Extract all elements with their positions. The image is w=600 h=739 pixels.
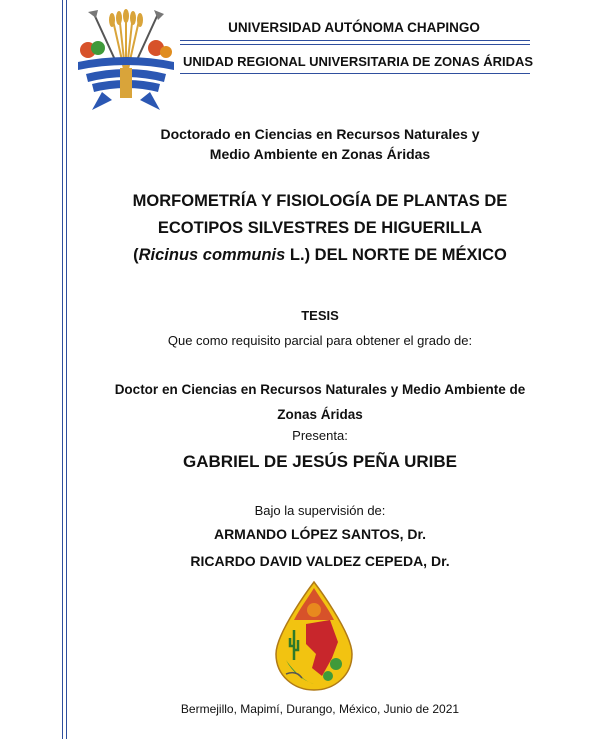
supervisor-2: RICARDO DAVID VALDEZ CEPEDA, Dr.: [190, 553, 450, 569]
title-paren-open: (: [133, 246, 139, 264]
title-line-3-rest: L.) DEL NORTE DE MÉXICO: [285, 246, 507, 264]
header-rule-bottom: [180, 73, 530, 74]
title-line-2: ECOTIPOS SILVESTRES DE HIGUERILLA: [157, 219, 483, 237]
chapingo-logo: [72, 8, 180, 112]
regional-unit-name: UNIDAD REGIONAL UNIVERSITARIA DE ZONAS ÁRIDAS: [182, 54, 534, 69]
title-line-1: MORFOMETRÍA Y FISIOLOGÍA DE PLANTAS DE: [132, 192, 508, 210]
margin-rule-left-inner: [66, 0, 67, 739]
program-name: [60, 124, 580, 164]
place-and-date: Bermejillo, Mapimí, Durango, México, Junio de 2021: [180, 702, 460, 716]
species-name: Ricinus communis: [138, 246, 286, 264]
thesis-title: [60, 188, 580, 269]
title-line-3: [60, 242, 580, 269]
header-rule-top: [180, 40, 530, 41]
presents-label: Presenta:: [292, 428, 348, 443]
program-line-2: Medio Ambiente en Zonas Áridas: [209, 146, 431, 162]
document-type: TESIS: [301, 308, 339, 323]
degree-line-2: Zonas Áridas: [277, 407, 363, 422]
zonas-aridas-drop-logo: [272, 580, 356, 692]
degree-line-1: Doctor en Ciencias en Recursos Naturales y Medio Ambiente de: [114, 382, 526, 397]
header-rule-mid: [180, 44, 530, 45]
university-name: UNIVERSIDAD AUTÓNOMA CHAPINGO: [228, 20, 480, 35]
margin-rule-left: [62, 0, 63, 739]
requirement-text: Que como requisito parcial para obtener el grado de:: [167, 333, 473, 348]
author-name: GABRIEL DE JESÚS PEÑA URIBE: [183, 452, 457, 471]
degree-name: [60, 377, 580, 427]
supervisor-1: ARMANDO LÓPEZ SANTOS, Dr.: [213, 526, 427, 542]
supervision-label: Bajo la supervisión de:: [254, 503, 386, 518]
program-line-1: Doctorado en Ciencias en Recursos Naturales y: [160, 126, 480, 142]
